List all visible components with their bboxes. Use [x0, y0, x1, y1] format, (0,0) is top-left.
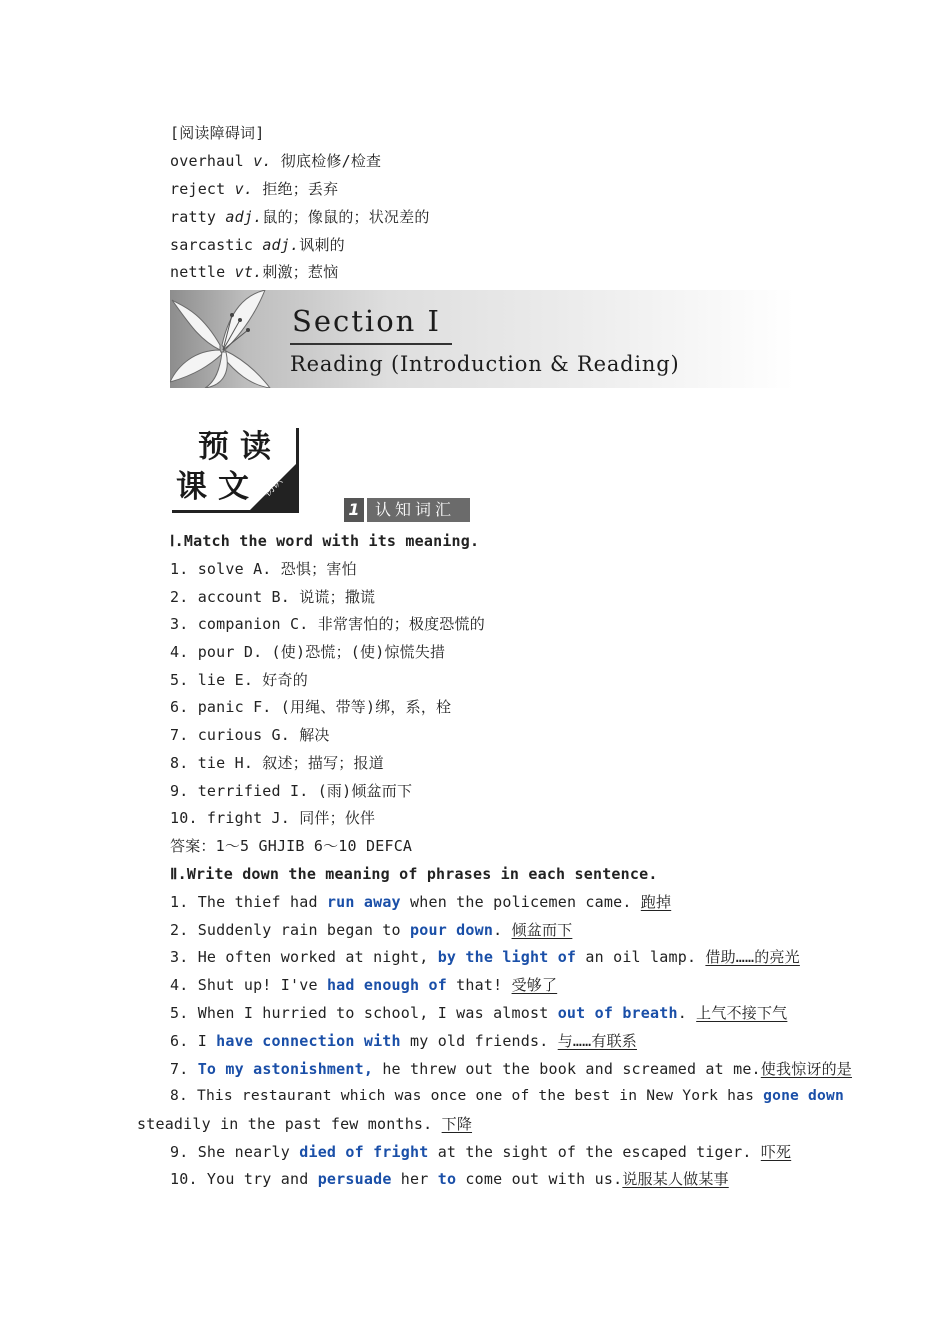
sentence-text: 3. He often worked at night,	[170, 948, 438, 966]
sentence-text: come out with us.	[456, 1170, 623, 1188]
phrase-item	[170, 1003, 787, 1023]
match-item: 5. lie E. 好奇的	[170, 671, 308, 689]
vocab-meaning: 刺激；惹恼	[262, 263, 339, 281]
step-title: 认知词汇	[367, 498, 470, 522]
phrase: have connection with	[216, 1032, 401, 1050]
sentence-text: 5. When I hurried to school, I was almost	[170, 1004, 558, 1022]
vocab-meaning: 讽刺的	[299, 236, 345, 254]
vocab-item	[170, 262, 338, 282]
section-title: Section Ⅰ	[292, 304, 442, 338]
sentence-text: 4. Shut up! I've	[170, 976, 327, 994]
sentence-text: 6. I	[170, 1032, 217, 1050]
phrase-item-continuation	[137, 1114, 472, 1134]
vocab-pos: adj.	[225, 208, 263, 226]
vocab-item	[170, 207, 430, 227]
sentence-text: .	[493, 921, 512, 939]
sentence-text: 10. You try and	[170, 1170, 318, 1188]
sentence-text: 9. She nearly	[170, 1143, 300, 1161]
sentence-text: he threw out the book and screamed at me.	[373, 1060, 761, 1078]
phrase: persuade	[317, 1170, 392, 1188]
sentence-text: .	[677, 1004, 697, 1022]
sentence-text: when the policemen came.	[400, 893, 641, 911]
sentence-text: 7.	[170, 1060, 198, 1078]
phrase: run away	[326, 893, 401, 911]
phrase-item	[170, 1169, 729, 1189]
preview-char: 文	[218, 469, 249, 505]
vocab-item	[170, 151, 381, 171]
vocab-item	[170, 235, 345, 255]
vocab-item	[170, 179, 338, 199]
phrase-answer: 上气不接下气	[696, 1004, 788, 1022]
match-item: 1. solve A. 恐惧；害怕	[170, 560, 357, 578]
step-number: 1	[344, 498, 364, 522]
preview-char: 课	[176, 469, 207, 505]
phrase: pour down	[410, 921, 494, 939]
phrase-answer: 吓死	[760, 1143, 792, 1161]
phrase: gone down	[763, 1087, 844, 1104]
part2-heading: Ⅱ.Write down the meaning of phrases in each sentence.	[170, 865, 658, 883]
sentence-text: that!	[446, 976, 512, 994]
vocab-word: reject	[170, 180, 226, 198]
section-banner	[170, 290, 795, 388]
match-item: 10. fright J. 同伴；伙伴	[170, 809, 376, 827]
match-item: 6. panic F. (用绳、带等)绑，系，栓	[170, 698, 452, 716]
vocab-pos: v.	[253, 152, 272, 170]
sentence-text: an oil lamp.	[576, 948, 706, 966]
preview-tag: 初识	[260, 474, 286, 500]
vocab-heading: [阅读障碍词]	[170, 124, 265, 142]
sentence-text: my old friends.	[400, 1032, 558, 1050]
sentence-text: steadily in the past few months.	[137, 1115, 442, 1133]
section-divider	[290, 343, 452, 345]
vocab-word: ratty	[170, 208, 217, 226]
phrase-item	[170, 1031, 637, 1051]
phrase: out of breath	[557, 1004, 678, 1022]
section-subtitle: Reading (Introduction & Reading)	[290, 352, 680, 376]
preview-reading-box	[172, 428, 299, 513]
phrase: died of fright	[299, 1143, 429, 1161]
vocab-word: nettle	[170, 263, 226, 281]
sentence-text: at the sight of the escaped tiger.	[428, 1143, 761, 1161]
phrase-answer: 与……有联系	[557, 1032, 637, 1050]
match-item: 4. pour D. (使)恐慌；(使)惊慌失措	[170, 643, 446, 661]
vocab-word: sarcastic	[170, 236, 254, 254]
step-label	[344, 498, 470, 522]
answer-line: 答案：1～5 GHJIB 6～10 DEFCA	[170, 837, 413, 855]
sentence-text: 1. The thief had	[170, 893, 327, 911]
phrase-answer: 下降	[441, 1115, 473, 1133]
vocab-meaning: 拒绝；丢弃	[262, 180, 339, 198]
phrase-item	[170, 947, 800, 967]
phrase: to	[437, 1170, 457, 1188]
match-item: 8. tie H. 叙述；描写；报道	[170, 754, 384, 772]
phrase-item	[170, 1086, 844, 1106]
phrase-item	[170, 975, 557, 995]
sentence-text: her	[391, 1170, 438, 1188]
vocab-word: overhaul	[170, 152, 244, 170]
phrase: by the light of	[437, 948, 577, 966]
phrase-answer: 倾盆而下	[511, 921, 573, 939]
preview-char: 预	[198, 429, 229, 465]
part1-heading: Ⅰ.Match the word with its meaning.	[170, 532, 480, 550]
vocab-meaning: 鼠的；像鼠的；状况差的	[262, 208, 430, 226]
phrase-answer: 说服某人做某事	[622, 1170, 729, 1188]
phrase-answer: 借助……的亮光	[705, 948, 800, 966]
match-item: 7. curious G. 解决	[170, 726, 330, 744]
match-item: 3. companion C. 非常害怕的；极度恐慌的	[170, 615, 485, 633]
vocab-meaning: 彻底检修/检查	[280, 152, 382, 170]
sentence-text: 8. This restaurant which was once one of the best in New York has	[170, 1087, 764, 1104]
phrase-answer: 受够了	[511, 976, 558, 994]
vocab-pos: vt.	[234, 263, 263, 281]
preview-char: 读	[240, 429, 271, 465]
phrase-item	[170, 1142, 791, 1162]
match-item: 9. terrified I. (雨)倾盆而下	[170, 782, 413, 800]
phrase-answer: 跑掉	[640, 893, 672, 911]
phrase: had enough of	[326, 976, 447, 994]
sentence-text: 2. Suddenly rain began to	[170, 921, 410, 939]
phrase-item	[170, 920, 572, 940]
vocab-pos: adj.	[262, 236, 300, 254]
phrase-item	[170, 1059, 852, 1079]
match-item: 2. account B. 说谎；撒谎	[170, 588, 376, 606]
phrase: To my astonishment,	[197, 1060, 374, 1078]
vocab-pos: v.	[234, 180, 254, 198]
phrase-answer: 使我惊讶的是	[760, 1060, 852, 1078]
lily-flower-icon	[170, 290, 280, 388]
phrase-item	[170, 892, 671, 912]
